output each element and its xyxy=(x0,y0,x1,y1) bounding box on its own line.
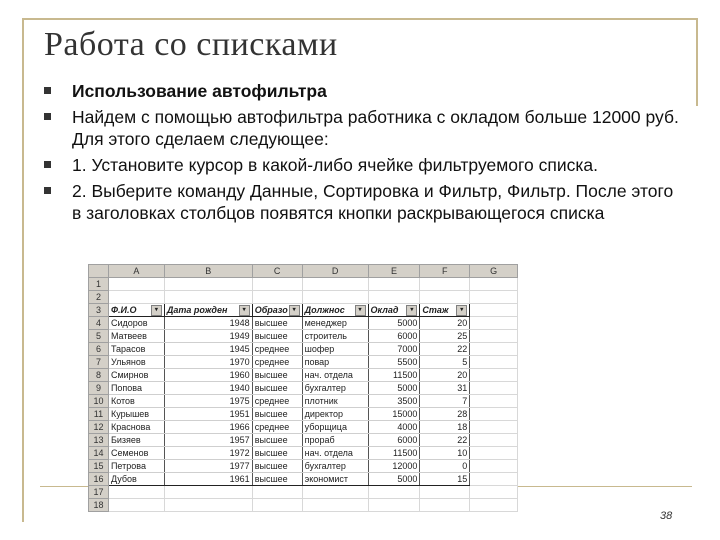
table-row xyxy=(89,499,518,512)
table-cell[interactable]: 28 xyxy=(420,408,470,421)
header-label: Ф.И.О xyxy=(110,304,137,315)
bullet-square-icon xyxy=(44,87,51,94)
table-cell[interactable]: 5000 xyxy=(368,382,420,395)
column-letter[interactable]: D xyxy=(302,265,368,278)
bullet-item xyxy=(44,80,684,102)
table-cell[interactable]: прораб xyxy=(302,434,368,447)
empty-cell[interactable] xyxy=(108,291,164,304)
table-cell[interactable]: 1940 xyxy=(164,382,252,395)
empty-cell[interactable] xyxy=(302,499,368,512)
empty-cell[interactable] xyxy=(108,499,164,512)
table-cell[interactable]: среднее xyxy=(252,395,302,408)
empty-cell[interactable] xyxy=(470,434,518,447)
table-cell[interactable]: 3500 xyxy=(368,395,420,408)
table-cell[interactable]: Тарасов xyxy=(108,343,164,356)
empty-cell[interactable] xyxy=(164,486,252,499)
empty-cell[interactable] xyxy=(470,395,518,408)
column-letter[interactable]: G xyxy=(470,265,518,278)
table-cell[interactable]: 20 xyxy=(420,369,470,382)
bullet-item xyxy=(44,106,684,150)
table-cell[interactable]: 5500 xyxy=(368,356,420,369)
table-cell[interactable]: Бизяев xyxy=(108,434,164,447)
table-row xyxy=(89,356,518,369)
header-label: Дата рожден xyxy=(166,304,228,315)
table-cell[interactable]: высшее xyxy=(252,473,302,486)
column-header-row xyxy=(89,265,518,278)
table-row xyxy=(89,460,518,473)
frame-top-line xyxy=(22,18,698,20)
table-cell[interactable]: Петрова xyxy=(108,460,164,473)
bullet-text: 2. Выберите команду Данные, Сортировка и Фильтр, Фильтр. После этого в заголовках столбцов появятся кнопки раскрывающегося списка xyxy=(72,181,674,223)
table-cell[interactable]: высшее xyxy=(252,330,302,343)
table-row xyxy=(89,278,518,291)
table-cell[interactable]: Курышев xyxy=(108,408,164,421)
table-cell[interactable]: 22 xyxy=(420,343,470,356)
column-header-cell[interactable] xyxy=(368,304,420,317)
filter-dropdown-icon[interactable]: ▾ xyxy=(151,305,162,316)
row-number[interactable]: 11 xyxy=(89,408,109,421)
table-cell[interactable]: 7000 xyxy=(368,343,420,356)
empty-cell[interactable] xyxy=(470,473,518,486)
empty-cell[interactable] xyxy=(470,382,518,395)
table-cell[interactable]: среднее xyxy=(252,356,302,369)
table-cell[interactable]: Дубов xyxy=(108,473,164,486)
empty-cell[interactable] xyxy=(164,278,252,291)
table-cell[interactable]: высшее xyxy=(252,447,302,460)
table-cell[interactable]: 5000 xyxy=(368,473,420,486)
column-letter[interactable]: C xyxy=(252,265,302,278)
empty-cell[interactable] xyxy=(470,330,518,343)
empty-cell[interactable] xyxy=(164,499,252,512)
table-cell[interactable]: бухгалтер xyxy=(302,382,368,395)
column-header-cell[interactable] xyxy=(252,304,302,317)
empty-cell[interactable] xyxy=(470,499,518,512)
table-cell[interactable]: 5000 xyxy=(368,317,420,330)
table-cell[interactable]: 6000 xyxy=(368,330,420,343)
column-letter[interactable]: B xyxy=(164,265,252,278)
table-cell[interactable]: плотник xyxy=(302,395,368,408)
filter-dropdown-icon[interactable]: ▾ xyxy=(239,305,250,316)
table-row xyxy=(89,421,518,434)
empty-cell[interactable] xyxy=(368,291,420,304)
empty-cell[interactable] xyxy=(368,499,420,512)
table-cell[interactable]: Ульянов xyxy=(108,356,164,369)
table-row xyxy=(89,473,518,486)
table-cell[interactable]: Матвеев xyxy=(108,330,164,343)
header-label: Оклад xyxy=(370,304,399,315)
table-cell[interactable]: 20 xyxy=(420,317,470,330)
table-row xyxy=(89,408,518,421)
frame-left-line xyxy=(22,18,24,522)
table-row xyxy=(89,291,518,304)
table-cell[interactable]: 7 xyxy=(420,395,470,408)
table-cell[interactable]: 1970 xyxy=(164,356,252,369)
empty-cell[interactable] xyxy=(252,291,302,304)
table-cell[interactable]: 1945 xyxy=(164,343,252,356)
table-cell[interactable]: 1961 xyxy=(164,473,252,486)
row-number[interactable]: 10 xyxy=(89,395,109,408)
table-cell[interactable]: 11500 xyxy=(368,369,420,382)
empty-cell[interactable] xyxy=(470,317,518,330)
empty-cell[interactable] xyxy=(108,486,164,499)
table-cell[interactable]: высшее xyxy=(252,382,302,395)
empty-cell[interactable] xyxy=(108,278,164,291)
table-row xyxy=(89,343,518,356)
bullet-text: 1. Установите курсор в какой-либо ячейке фильтруемого списка. xyxy=(72,155,598,175)
row-number[interactable]: 9 xyxy=(89,382,109,395)
empty-cell[interactable] xyxy=(302,486,368,499)
table-row xyxy=(89,486,518,499)
empty-cell[interactable] xyxy=(302,278,368,291)
table-cell[interactable]: менеджер xyxy=(302,317,368,330)
table-cell[interactable]: 15 xyxy=(420,473,470,486)
empty-cell[interactable] xyxy=(470,460,518,473)
row-number[interactable]: 5 xyxy=(89,330,109,343)
table-cell[interactable]: повар xyxy=(302,356,368,369)
column-header-cell[interactable] xyxy=(108,304,164,317)
row-number[interactable]: 8 xyxy=(89,369,109,382)
empty-cell[interactable] xyxy=(470,486,518,499)
row-number[interactable]: 13 xyxy=(89,434,109,447)
table-cell[interactable]: 1960 xyxy=(164,369,252,382)
row-number[interactable]: 16 xyxy=(89,473,109,486)
table-cell[interactable]: уборщица xyxy=(302,421,368,434)
bullet-list xyxy=(44,80,684,228)
empty-cell[interactable] xyxy=(470,343,518,356)
table-cell[interactable]: строитель xyxy=(302,330,368,343)
empty-cell[interactable] xyxy=(470,369,518,382)
table-cell[interactable]: 1949 xyxy=(164,330,252,343)
row-number[interactable]: 1 xyxy=(89,278,109,291)
table-cell[interactable]: 1966 xyxy=(164,421,252,434)
empty-cell[interactable] xyxy=(302,291,368,304)
table-cell[interactable]: 1951 xyxy=(164,408,252,421)
column-header-cell[interactable] xyxy=(420,304,470,317)
table-cell[interactable]: Семенов xyxy=(108,447,164,460)
table-cell[interactable]: 22 xyxy=(420,434,470,447)
table-cell[interactable]: высшее xyxy=(252,408,302,421)
row-number[interactable]: 18 xyxy=(89,499,109,512)
table-cell[interactable]: бухгалтер xyxy=(302,460,368,473)
table-cell[interactable]: 4000 xyxy=(368,421,420,434)
page-number: 38 xyxy=(660,510,673,522)
table-row xyxy=(89,382,518,395)
table-cell[interactable]: высшее xyxy=(252,369,302,382)
bullet-square-icon xyxy=(44,161,51,168)
filter-dropdown-icon[interactable]: ▾ xyxy=(289,305,300,316)
table-cell[interactable]: 0 xyxy=(420,460,470,473)
table-cell[interactable]: Сидоров xyxy=(108,317,164,330)
empty-cell[interactable] xyxy=(420,499,470,512)
table-cell[interactable]: 1972 xyxy=(164,447,252,460)
table-cell[interactable]: среднее xyxy=(252,421,302,434)
table-cell[interactable]: 6000 xyxy=(368,434,420,447)
select-all-corner[interactable] xyxy=(89,265,109,278)
table-cell[interactable]: 11500 xyxy=(368,447,420,460)
row-number[interactable]: 4 xyxy=(89,317,109,330)
empty-cell[interactable] xyxy=(368,486,420,499)
table-row xyxy=(89,330,518,343)
bullet-item xyxy=(44,180,684,224)
filter-dropdown-icon[interactable]: ▾ xyxy=(406,305,417,316)
empty-cell[interactable] xyxy=(420,486,470,499)
spreadsheet-screenshot xyxy=(88,264,518,522)
table-cell[interactable]: 18 xyxy=(420,421,470,434)
table-cell[interactable]: Смирнов xyxy=(108,369,164,382)
row-number[interactable]: 14 xyxy=(89,447,109,460)
table-cell[interactable]: высшее xyxy=(252,434,302,447)
table-cell[interactable]: 25 xyxy=(420,330,470,343)
empty-cell[interactable] xyxy=(420,291,470,304)
table-cell[interactable]: нач. отдела xyxy=(302,447,368,460)
row-number[interactable]: 15 xyxy=(89,460,109,473)
filter-dropdown-icon[interactable]: ▾ xyxy=(456,305,467,316)
table-cell[interactable]: нач. отдела xyxy=(302,369,368,382)
header-label: Образо xyxy=(254,304,288,315)
empty-cell[interactable] xyxy=(470,278,518,291)
table-cell[interactable]: 1977 xyxy=(164,460,252,473)
row-number[interactable]: 3 xyxy=(89,304,109,317)
empty-cell[interactable] xyxy=(252,486,302,499)
table-cell[interactable]: экономист xyxy=(302,473,368,486)
empty-cell[interactable] xyxy=(470,356,518,369)
column-letter[interactable]: A xyxy=(108,265,164,278)
bullet-item xyxy=(44,154,684,176)
table-cell[interactable]: среднее xyxy=(252,343,302,356)
frame-right-line xyxy=(696,18,698,106)
table-cell[interactable]: 12000 xyxy=(368,460,420,473)
empty-cell[interactable] xyxy=(470,304,518,317)
table-cell[interactable]: 1975 xyxy=(164,395,252,408)
column-header-cell[interactable] xyxy=(302,304,368,317)
table-cell[interactable]: Попова xyxy=(108,382,164,395)
table-cell[interactable]: высшее xyxy=(252,317,302,330)
table-cell[interactable]: Краснова xyxy=(108,421,164,434)
row-number[interactable]: 12 xyxy=(89,421,109,434)
table-cell[interactable]: 5 xyxy=(420,356,470,369)
row-number[interactable]: 6 xyxy=(89,343,109,356)
table-cell[interactable]: Котов xyxy=(108,395,164,408)
table-row xyxy=(89,304,518,317)
table-cell[interactable]: высшее xyxy=(252,460,302,473)
bullet-square-icon xyxy=(44,187,51,194)
empty-cell[interactable] xyxy=(252,499,302,512)
table-cell[interactable]: 1948 xyxy=(164,317,252,330)
table-row xyxy=(89,434,518,447)
table-cell[interactable]: 15000 xyxy=(368,408,420,421)
empty-cell[interactable] xyxy=(470,408,518,421)
table-row xyxy=(89,317,518,330)
table-cell[interactable]: 31 xyxy=(420,382,470,395)
filter-dropdown-icon[interactable]: ▾ xyxy=(355,305,366,316)
bullet-square-icon xyxy=(44,113,51,120)
row-number[interactable]: 17 xyxy=(89,486,109,499)
empty-cell[interactable] xyxy=(420,278,470,291)
table-cell[interactable]: директор xyxy=(302,408,368,421)
table-cell[interactable]: 1957 xyxy=(164,434,252,447)
column-header-cell[interactable] xyxy=(164,304,252,317)
table-row xyxy=(89,447,518,460)
table-cell[interactable]: 10 xyxy=(420,447,470,460)
row-number[interactable]: 2 xyxy=(89,291,109,304)
header-label: Должнос xyxy=(304,304,345,315)
column-letter[interactable]: E xyxy=(368,265,420,278)
slide-title: Работа со списками xyxy=(44,26,338,63)
table-row xyxy=(89,369,518,382)
bullet-text: Использование автофильтра xyxy=(72,81,327,101)
empty-cell[interactable] xyxy=(368,278,420,291)
empty-cell[interactable] xyxy=(470,291,518,304)
bullet-text: Найдем с помощью автофильтра работника с окладом больше 12000 руб. Для этого сделаем следующее: xyxy=(72,107,679,149)
spreadsheet-grid xyxy=(88,264,518,512)
column-letter[interactable]: F xyxy=(420,265,470,278)
empty-cell[interactable] xyxy=(164,291,252,304)
row-number[interactable]: 7 xyxy=(89,356,109,369)
header-label: Стаж xyxy=(422,304,449,315)
table-cell[interactable]: шофер xyxy=(302,343,368,356)
empty-cell[interactable] xyxy=(252,278,302,291)
empty-cell[interactable] xyxy=(470,421,518,434)
table-row xyxy=(89,395,518,408)
empty-cell[interactable] xyxy=(470,447,518,460)
